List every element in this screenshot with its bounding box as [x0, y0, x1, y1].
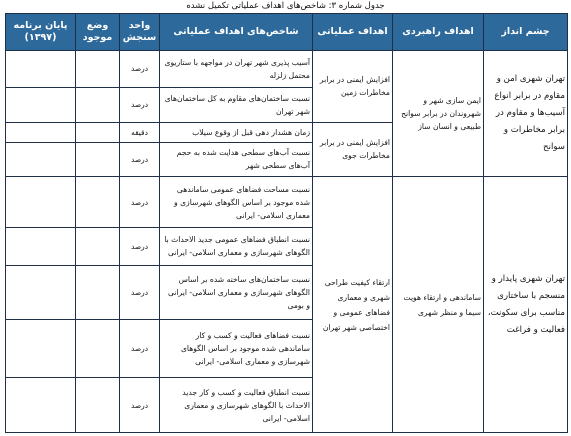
unit-cell: درصد: [120, 378, 160, 433]
indicators-table: [5, 13, 568, 433]
unit-cell: درصد: [120, 320, 160, 378]
end-value-cell: [6, 378, 76, 433]
status-cell: [76, 122, 120, 142]
unit-cell: درصد: [120, 227, 160, 265]
indicator-cell: نسبت ساختمان‌های مقاوم به کل ساختمان‌های شهر تهران: [160, 87, 313, 122]
table-caption: جدول شماره ۳: شاخص‌های اهداف عملیاتی تکمیل نشده: [186, 1, 385, 11]
vision-cell: تهران شهری پایدار و منسجم با ساختاری مناسب برای سکونت، فعالیت و فراغت: [484, 177, 568, 433]
header-strategic-goals: اهداف راهبردی: [393, 14, 484, 51]
indicator-cell: نسبت مساحت فضاهای عمومی ساماندهی شده موجود بر اساس الگوهای شهرسازی و معماری اسلامی- ایرانی: [160, 177, 313, 228]
status-cell: [76, 177, 120, 228]
end-value-cell: [6, 87, 76, 122]
status-cell: [76, 51, 120, 88]
header-program-end: پایان برنامه (۱۳۹۷): [6, 14, 76, 51]
unit-cell: درصد: [120, 177, 160, 228]
end-value-cell: [6, 177, 76, 228]
status-cell: [76, 142, 120, 177]
header-indicators: شاخص‌های اهداف عملیاتی: [160, 14, 313, 51]
status-cell: [76, 378, 120, 433]
unit-cell: درصد: [120, 51, 160, 88]
indicator-cell: نسبت آب‌های سطحی هدایت شده به حجم آب‌های سطحی شهر: [160, 142, 313, 177]
unit-cell: درصد: [120, 142, 160, 177]
status-cell: [76, 320, 120, 378]
indicator-cell: زمان هشدار دهی قبل از وقوع سیلاب: [160, 122, 313, 142]
unit-cell: دقیقه: [120, 122, 160, 142]
header-operational-goals: اهداف عملیاتی: [313, 14, 393, 51]
indicator-cell: آسیب پذیری شهر تهران در مواجهه با ستاریوی محتمل زلزله: [160, 51, 313, 88]
header-unit: واحد سنجش: [120, 14, 160, 51]
header-row: [6, 14, 568, 51]
header-vision: چشم انداز: [484, 14, 568, 51]
end-value-cell: [6, 320, 76, 378]
unit-cell: درصد: [120, 87, 160, 122]
operational-goal-cell: ارتقاء کیفیت طراحی شهری و معماری فضاهای عمومی و اختصاصی شهر تهران: [313, 177, 393, 433]
indicator-cell: نسبت ساختمان‌های ساخته شده بر اساس الگوهای شهرسازی و معماری اسلامی- ایرانی و بومی: [160, 265, 313, 320]
end-value-cell: [6, 142, 76, 177]
table-row: [6, 177, 568, 228]
status-cell: [76, 87, 120, 122]
strategic-goal-cell: ساماندهی و ارتقاء هویت سیما و منظر شهری: [393, 177, 484, 433]
operational-goal-cell: افزایش ایمنی در برابر مخاطرات زمین: [313, 51, 393, 123]
end-value-cell: [6, 265, 76, 320]
header-status: وضع موجود: [76, 14, 120, 51]
indicator-cell: نسبت فضاهای فعالیت و کسب و کار ساماندهی شده موجود بر اساس الگوهای شهرسازی و معماری اسلامی- ایرانی: [160, 320, 313, 378]
operational-goal-cell: افزایش ایمنی در برابر مخاطرات جوی: [313, 122, 393, 177]
vision-cell: تهران شهری امن و مقاوم در برابر انواع آسیب‌ها و مقاوم در برابر مخاطرات و سوانح: [484, 51, 568, 177]
status-cell: [76, 227, 120, 265]
unit-cell: درصد: [120, 265, 160, 320]
end-value-cell: [6, 51, 76, 88]
end-value-cell: [6, 227, 76, 265]
indicator-cell: نسبت انطباق فعالیت و کسب و کار جدید الاحداث با الگوهای شهرسازی و معماری اسلامی- ایرانی: [160, 378, 313, 433]
table-row: [6, 51, 568, 88]
strategic-goal-cell: ایمن سازی شهر و شهروندان در برابر سوانح طبیعی و انسان ساز: [393, 51, 484, 177]
indicator-cell: نسبت انطباق فضاهای عمومی جدید الاحداث با الگوهای شهرسازی و معماری اسلامی- ایرانی: [160, 227, 313, 265]
end-value-cell: [6, 122, 76, 142]
status-cell: [76, 265, 120, 320]
